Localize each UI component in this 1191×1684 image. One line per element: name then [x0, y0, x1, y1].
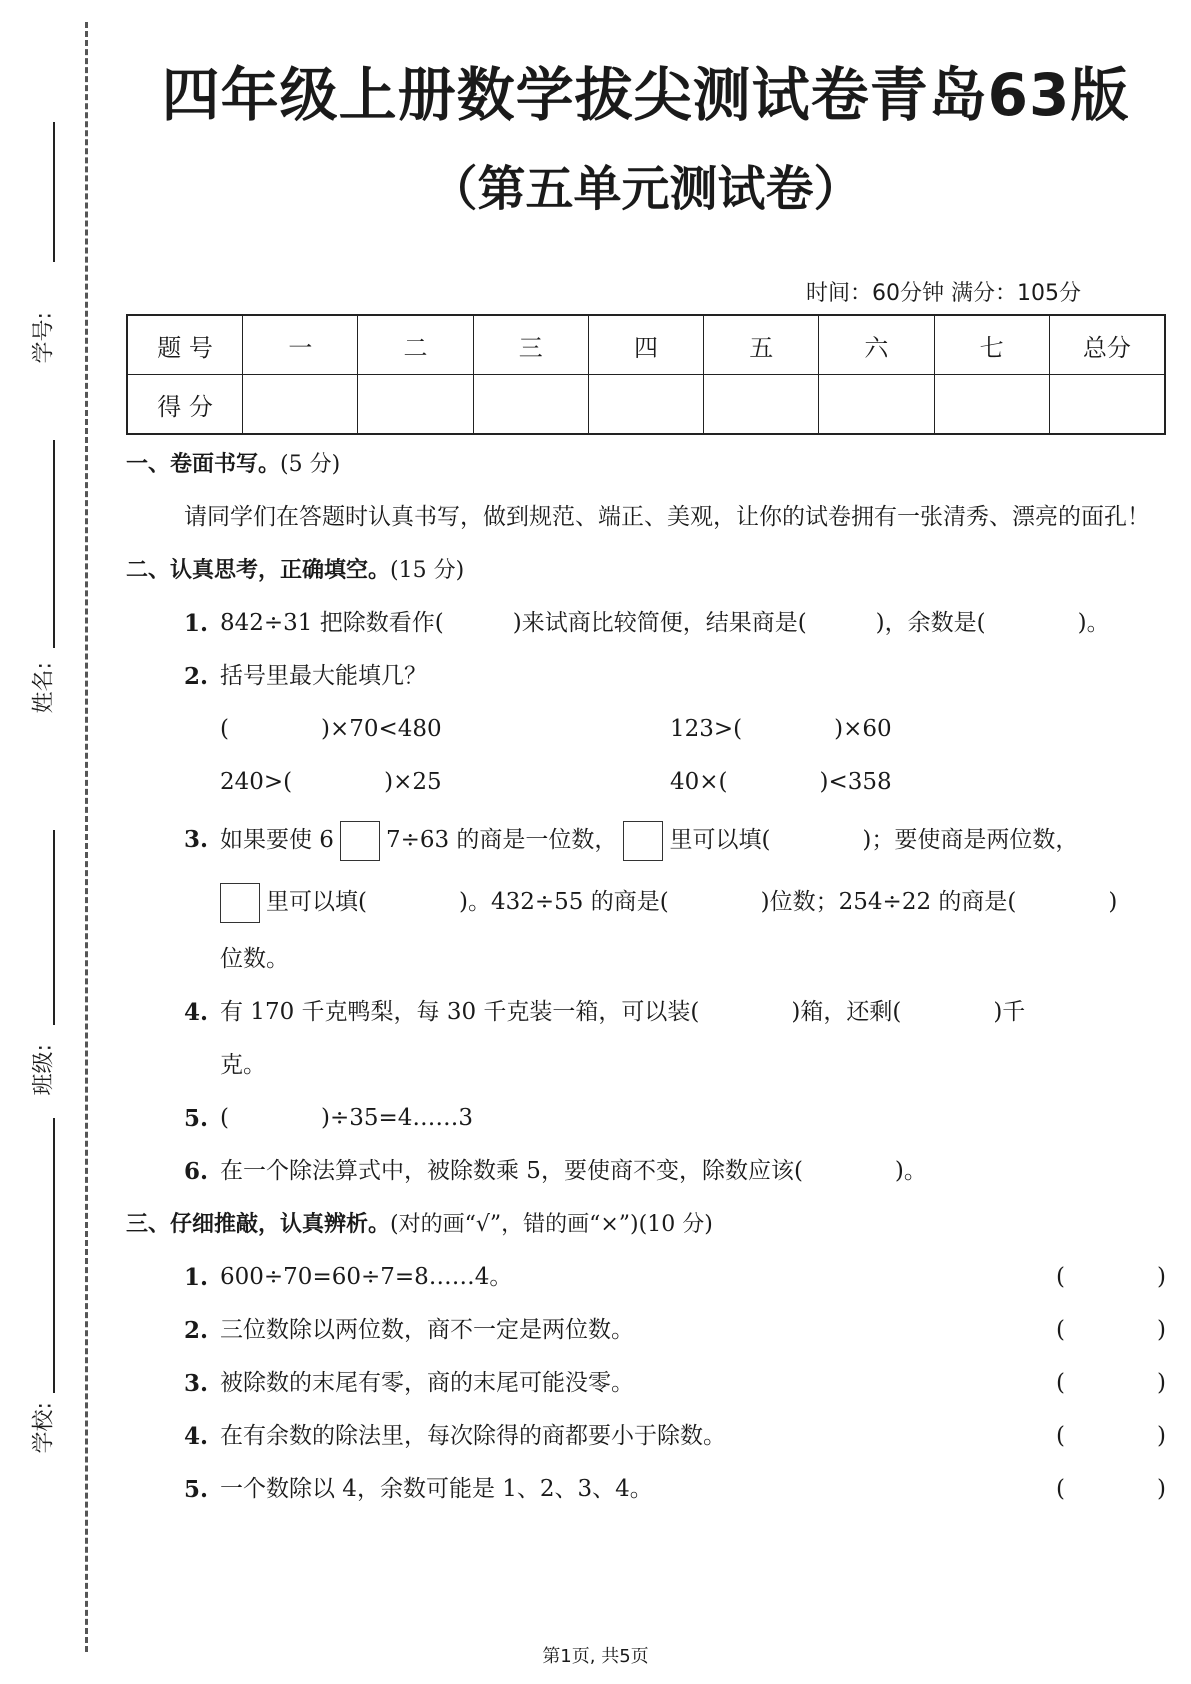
- score-cell[interactable]: [1049, 375, 1165, 435]
- class-line[interactable]: [53, 830, 55, 1025]
- score-cell[interactable]: [704, 375, 819, 435]
- student-id-label: 学号:: [31, 312, 57, 364]
- question-2-3: 3. 如果要使 6 7÷63 的商是一位数， 里可以填( )；要使商是两位数，: [126, 809, 1166, 871]
- answer-paren[interactable]: ( ): [1056, 1264, 1166, 1290]
- section-3-heading: 三、仔细推敲，认真辨析。(对的画“√”，错的画“×”)(10 分): [126, 1212, 713, 1237]
- col-1: 一: [243, 315, 358, 375]
- score-cell[interactable]: [588, 375, 703, 435]
- question-3-4: 4. 在有余数的除法里，每次除得的商都要小于除数。 ( ): [126, 1410, 1166, 1463]
- score-cell[interactable]: [243, 375, 358, 435]
- exam-subtitle: （第五单元测试卷）: [429, 161, 862, 217]
- question-2-5: 5. ( )÷35=4……3: [184, 1105, 474, 1132]
- page-footer: 第1页, 共5页: [542, 1646, 649, 1667]
- answer-paren[interactable]: ( ): [1056, 1423, 1166, 1449]
- answer-paren[interactable]: ( ): [1056, 1370, 1166, 1396]
- digit-box[interactable]: [340, 821, 380, 861]
- school-line[interactable]: [53, 1118, 55, 1393]
- col-total: 总分: [1049, 315, 1165, 375]
- digit-box[interactable]: [220, 883, 260, 923]
- name-label: 姓名:: [31, 662, 57, 714]
- col-2: 二: [358, 315, 473, 375]
- score-table: [126, 314, 1166, 435]
- student-id-line[interactable]: [53, 122, 55, 262]
- question-2-4: 4. 有 170 千克鸭梨，每 30 千克装一箱，可以装( )箱，还剩( )千: [184, 999, 1026, 1026]
- col-5: 五: [704, 315, 819, 375]
- score-cell[interactable]: [819, 375, 934, 435]
- exam-time-score: 时间：60分钟 满分：105分: [806, 281, 1081, 306]
- question-3-2: 2. 三位数除以两位数，商不一定是两位数。 ( ): [126, 1304, 1166, 1357]
- score-table-header-row: [127, 315, 1165, 375]
- col-4: 四: [588, 315, 703, 375]
- question-2-3-end: 位数。: [220, 946, 289, 972]
- score-cell[interactable]: [358, 375, 473, 435]
- answer-paren[interactable]: ( ): [1056, 1317, 1166, 1343]
- col-6: 六: [819, 315, 934, 375]
- question-2-2-row-2: 240>( )×25 40×( )<358: [220, 769, 892, 795]
- score-cell[interactable]: [473, 375, 588, 435]
- question-3-1: 1. 600÷70=60÷7=8……4。 ( ): [126, 1251, 1166, 1304]
- col-3: 三: [473, 315, 588, 375]
- section-1-heading: 一、卷面书写。(5 分): [126, 452, 341, 477]
- binding-dashed-line: [85, 22, 88, 1652]
- question-2-2-row-1: ( )×70<480 123>( )×60: [220, 716, 892, 742]
- col-7: 七: [934, 315, 1049, 375]
- section-2-heading: 二、认真思考，正确填空。(15 分): [126, 558, 465, 583]
- class-label: 班级:: [31, 1044, 57, 1096]
- score-label: 得 分: [127, 375, 243, 435]
- school-label: 学校:: [31, 1402, 57, 1454]
- answer-paren[interactable]: ( ): [1056, 1476, 1166, 1502]
- score-table-score-row: [127, 375, 1165, 435]
- question-2-4-cont: 克。: [220, 1052, 266, 1078]
- question-3-5: 5. 一个数除以 4，余数可能是 1、2、3、4。 ( ): [126, 1463, 1166, 1516]
- digit-box[interactable]: [623, 821, 663, 861]
- question-3-3: 3. 被除数的末尾有零，商的末尾可能没零。 ( ): [126, 1357, 1166, 1410]
- question-2-6: 6. 在一个除法算式中，被除数乘 5，要使商不变，除数应该( )。: [184, 1158, 927, 1185]
- header-label: 题 号: [127, 315, 243, 375]
- name-line[interactable]: [53, 440, 55, 648]
- section-1-paragraph: 请同学们在答题时认真书写，做到规范、端正、美观，让你的试卷拥有一张清秀、漂亮的面孔！: [184, 504, 1150, 530]
- question-2-1: 1. 842÷31 把除数看作( )来试商比较简便，结果商是( )，余数是( )。: [184, 610, 1110, 637]
- question-2-3-cont: 里可以填( )。432÷55 的商是( )位数；254÷22 的商是( ): [126, 871, 1166, 933]
- exam-title: 四年级上册数学拔尖测试卷青岛63版: [161, 61, 1130, 129]
- score-cell[interactable]: [934, 375, 1049, 435]
- exam-content: [126, 438, 1166, 1516]
- question-2-2: 2. 括号里最大能填几？: [184, 663, 427, 690]
